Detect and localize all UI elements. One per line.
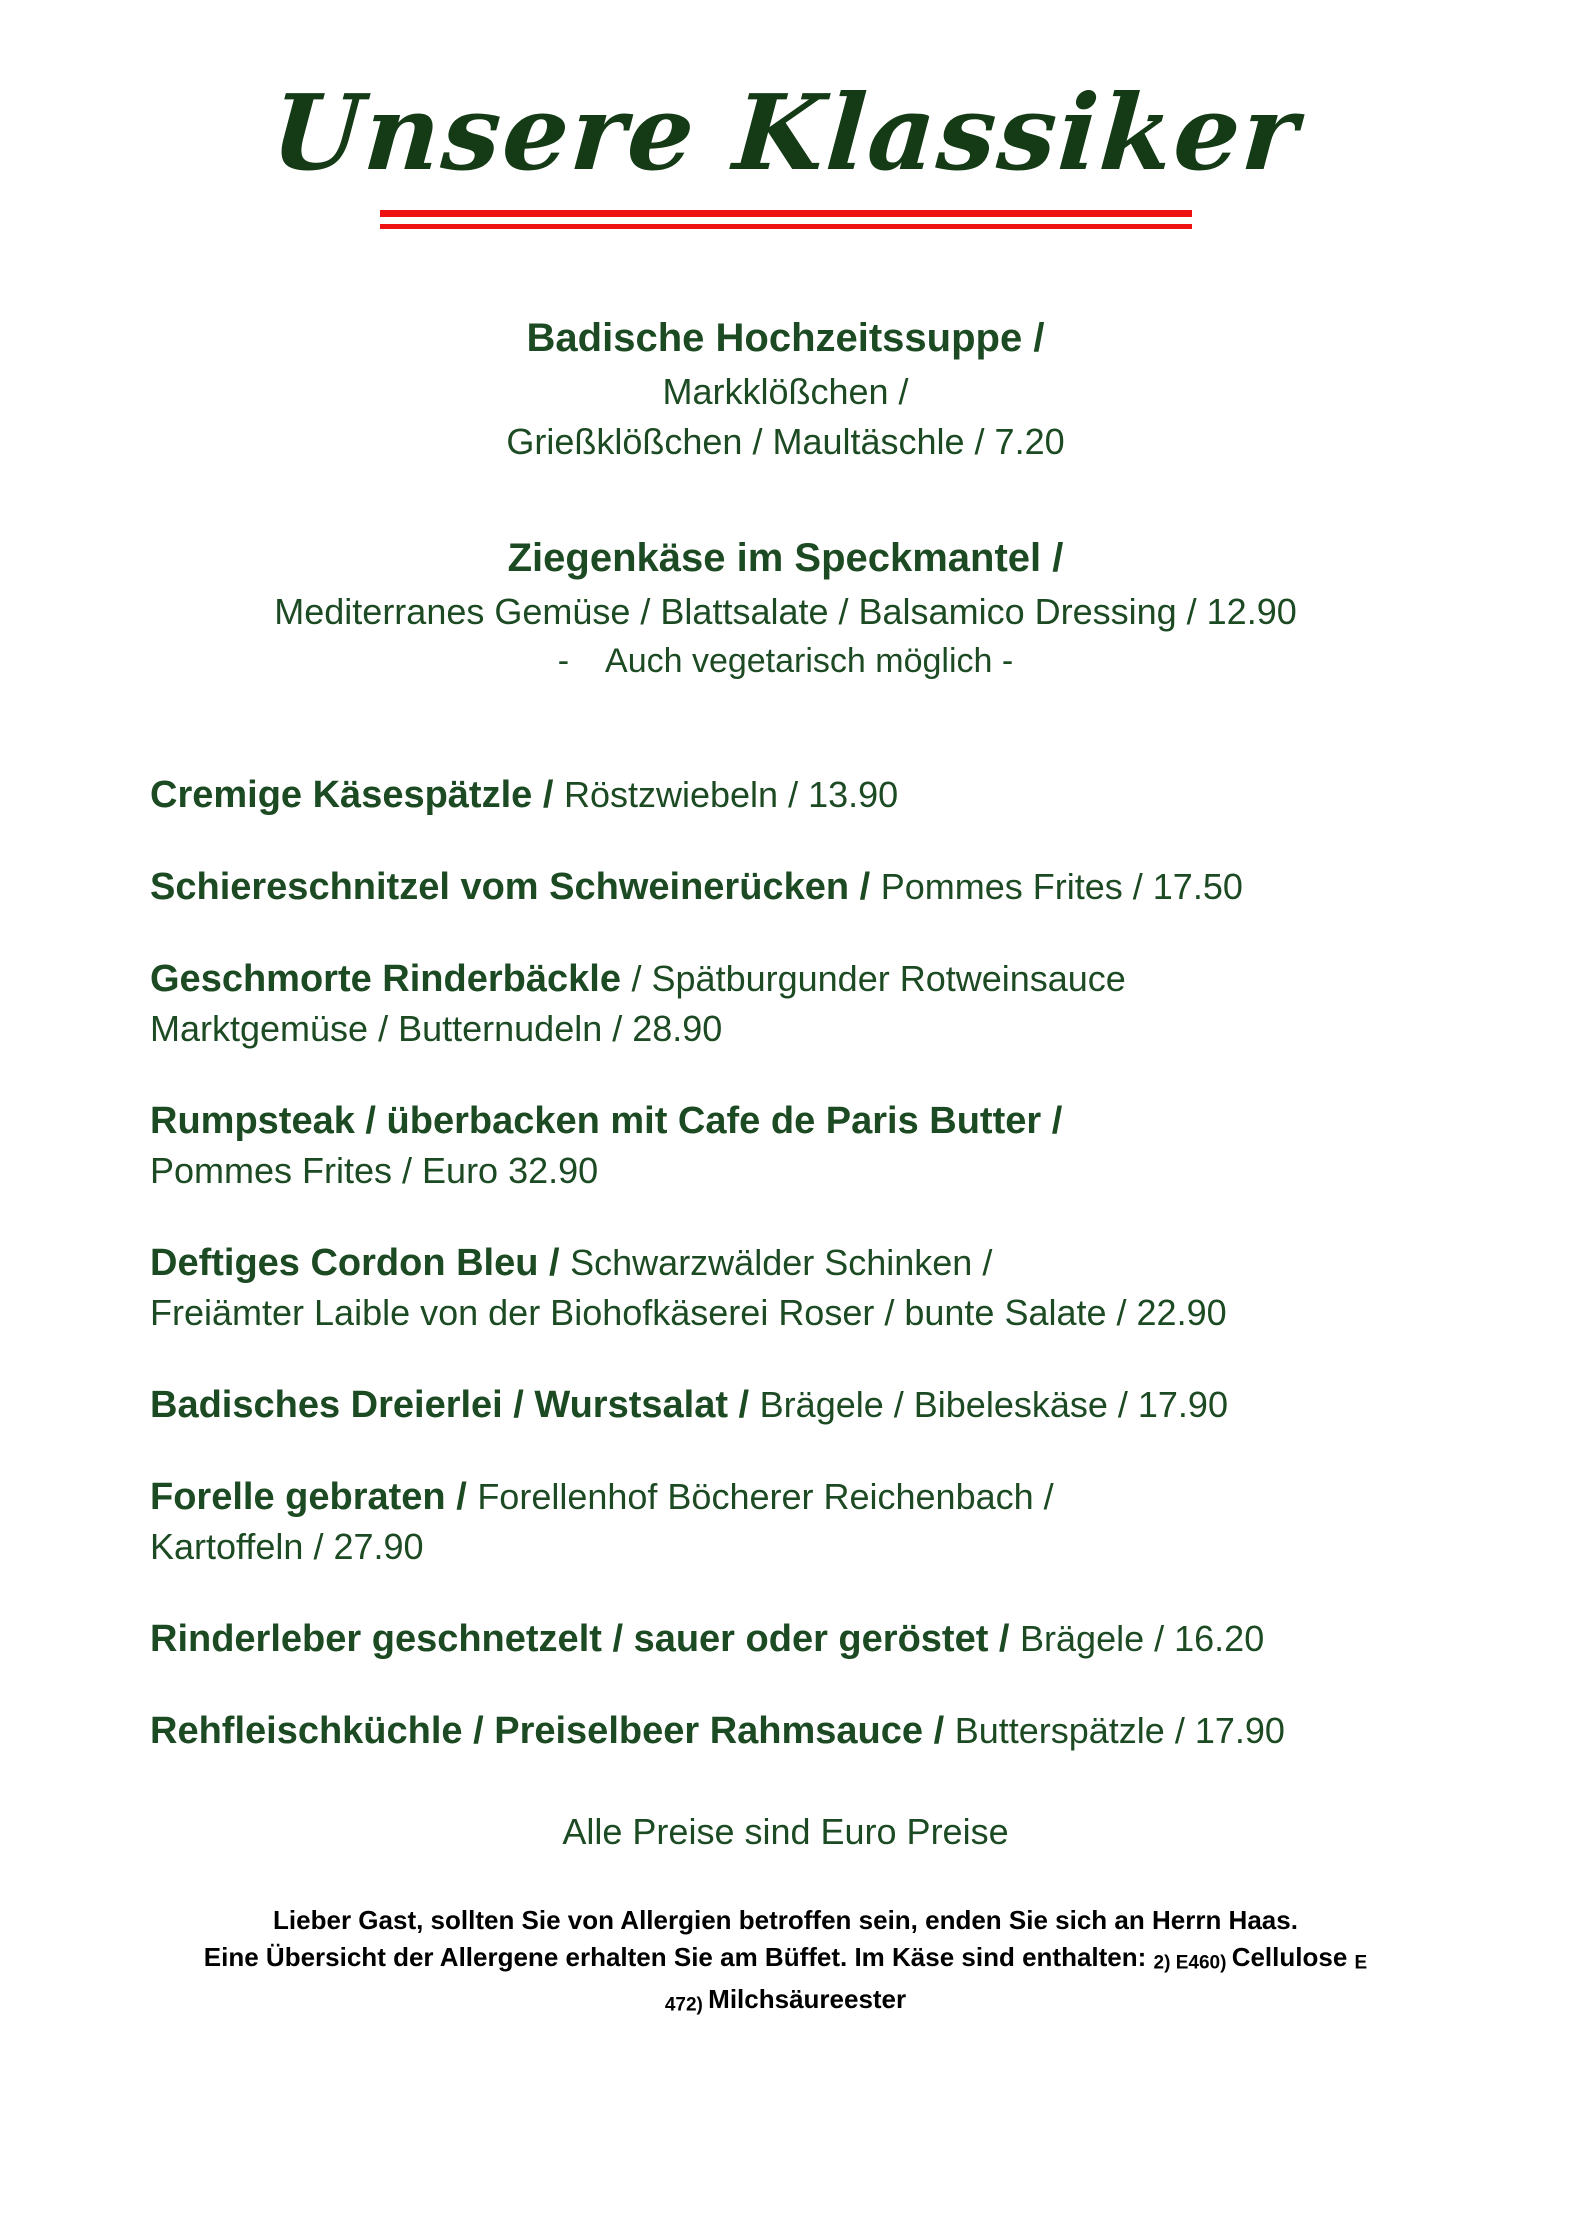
menu-item-rinderbaeckle	[150, 954, 1461, 1054]
item-name: Badisches Dreierlei / Wurstsalat /	[150, 1384, 760, 1426]
item-name: Schiereschnitzel vom Schweinerücken /	[150, 866, 881, 908]
allergy-line-1: Lieber Gast, sollten Sie von Allergien betroffen sein, enden Sie sich an Herrn Haas.	[273, 1905, 1298, 1935]
mains-section	[0, 770, 1571, 1756]
allergy-code-e: E	[1354, 1952, 1368, 1974]
item-description-line2: Kartoffeln / 27.90	[150, 1526, 424, 1567]
item-name: Rumpsteak / überbacken mit Cafe de Paris Butter /	[150, 1100, 1063, 1142]
menu-item-kaesespaetzle	[150, 770, 1461, 820]
title-underline-bottom	[380, 224, 1192, 229]
allergy-line-3	[0, 1981, 1571, 2023]
item-description: Brägele / 16.20	[1020, 1618, 1265, 1659]
allergy-line2-text: Eine Übersicht der Allergene erhalten Sie am Büffet. Im Käse sind enthalten:	[203, 1942, 1154, 1972]
menu-item-hochzeitssuppe	[0, 309, 1571, 467]
item-name: Cremige Käsespätzle /	[150, 774, 564, 816]
item-description-line2: Marktgemüse / Butternudeln / 28.90	[150, 1008, 723, 1049]
item-description-line2: Freiämter Laible von der Biohofkäserei Roser / bunte Salate / 22.90	[150, 1292, 1227, 1333]
item-description: Grießklößchen / Maultäschle / 7.20	[506, 421, 1065, 462]
item-description: Brägele / Bibeleskäse / 17.90	[759, 1384, 1228, 1425]
allergy-code-e460: 2) E460)	[1153, 1952, 1232, 1974]
title-underline	[380, 210, 1192, 229]
item-description-line2: Pommes Frites / Euro 32.90	[150, 1150, 599, 1191]
starters-section	[0, 309, 1571, 685]
item-description: Markklößchen /	[662, 371, 909, 412]
item-name: Rehfleischküchle / Preiselbeer Rahmsauce /	[150, 1710, 955, 1752]
vegetarian-note: - Auch vegetarisch möglich -	[557, 642, 1014, 680]
item-description: / Spätburgunder Rotweinsauce	[631, 958, 1126, 999]
item-name: Ziegenkäse im Speckmantel /	[507, 536, 1064, 580]
item-description: Röstzwiebeln / 13.90	[563, 774, 899, 815]
item-description: Forellenhof Böcherer Reichenbach /	[477, 1476, 1054, 1517]
menu-item-rehfleischkuechle	[150, 1706, 1461, 1756]
allergy-note	[0, 1902, 1571, 2024]
title-underline-gap	[380, 217, 1192, 224]
item-description: Pommes Frites / 17.50	[880, 866, 1243, 907]
item-name: Forelle gebraten /	[150, 1476, 478, 1518]
item-name: Geschmorte Rinderbäckle	[150, 958, 632, 1000]
item-description: Butterspätzle / 17.90	[954, 1710, 1285, 1751]
menu-item-rinderleber	[150, 1614, 1461, 1664]
item-description: Mediterranes Gemüse / Blattsalate / Balsamico Dressing / 12.90	[274, 591, 1297, 632]
menu-item-ziegenkaese	[0, 529, 1571, 685]
price-note: Alle Preise sind Euro Preise	[562, 1811, 1009, 1852]
item-name: Rinderleber geschnetzelt / sauer oder geröstet /	[150, 1618, 1021, 1660]
item-name: Badische Hochzeitssuppe /	[526, 316, 1045, 360]
item-name: Deftiges Cordon Bleu /	[150, 1242, 571, 1284]
menu-item-forelle	[150, 1472, 1461, 1572]
allergy-code-472: 472)	[664, 1994, 709, 2016]
menu-item-rumpsteak	[150, 1096, 1461, 1196]
title-underline-top	[380, 210, 1192, 217]
menu-item-cordon-bleu	[150, 1238, 1461, 1338]
allergy-milchsaeureester: Milchsäureester	[708, 1984, 907, 2015]
item-description: Schwarzwälder Schinken /	[570, 1242, 993, 1283]
allergy-line-2	[0, 1939, 1571, 1981]
menu-item-dreierlei	[150, 1380, 1461, 1430]
menu-item-schiereschnitzel	[150, 862, 1461, 912]
menu-title-block	[0, 58, 1571, 229]
menu-title: Unsere Klassiker	[267, 71, 1304, 194]
allergy-cellulose: Cellulose	[1231, 1942, 1355, 1972]
